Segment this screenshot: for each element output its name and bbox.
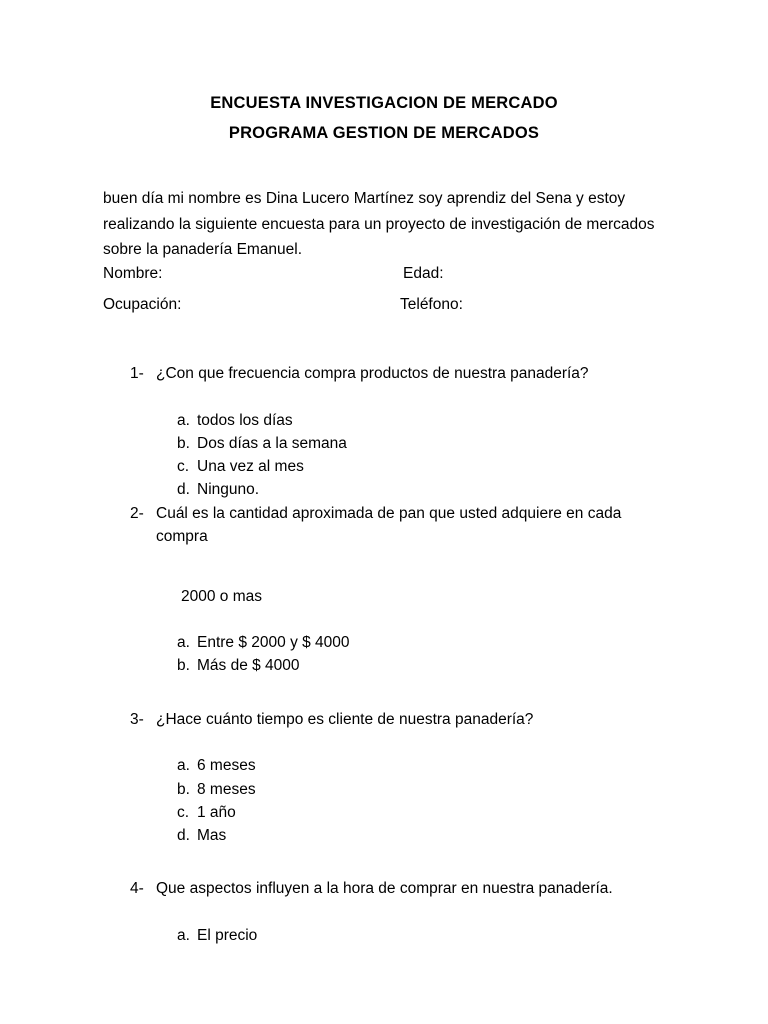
telefono-label: Teléfono: xyxy=(400,296,463,313)
question-block xyxy=(0,847,768,947)
option-item xyxy=(0,455,768,478)
option-text: El precio xyxy=(197,926,258,944)
option-item xyxy=(0,801,768,824)
page-subtitle: PROGRAMA GESTION DE MERCADOS xyxy=(228,124,540,142)
question-block xyxy=(0,678,768,848)
nombre-label: Nombre: xyxy=(103,265,163,282)
question-block xyxy=(0,502,768,678)
option-text: Dos días a la semana xyxy=(197,434,347,452)
option-item xyxy=(0,824,768,847)
option-text: Una vez al mes xyxy=(197,458,304,476)
question-line xyxy=(0,708,650,732)
question-line xyxy=(0,502,650,549)
question-number: 1- xyxy=(130,365,144,382)
option-text: todos los días xyxy=(197,411,293,429)
option-letter: a. xyxy=(177,634,190,652)
question-block xyxy=(0,362,768,502)
option-item xyxy=(0,478,768,501)
question-text: Que aspectos influyen a la hora de comprar en nuestra panadería. xyxy=(156,880,613,898)
option-letter: c. xyxy=(177,803,190,821)
question-line xyxy=(0,877,650,901)
option-item xyxy=(0,778,768,801)
edad-label: Edad: xyxy=(403,265,444,282)
option-item xyxy=(0,754,768,777)
question-number: 3- xyxy=(130,710,144,728)
question-text: ¿Con que frecuencia compra productos de nuestra panadería? xyxy=(156,365,589,382)
intro-paragraph: buen día mi nombre es Dina Lucero Martínez soy aprendiz del Sena y estoy realizando la siguiente encuesta para un proyecto de investigación de mercados sobre la panadería Emanuel. xyxy=(103,190,655,258)
option-text: Entre $ 2000 y $ 4000 xyxy=(197,634,350,652)
option-letter: b. xyxy=(177,780,190,798)
question-number: 4- xyxy=(130,880,144,898)
option-letter: a. xyxy=(177,411,190,429)
option-letter: b. xyxy=(177,434,190,452)
option-item xyxy=(0,654,768,677)
field-row-occupation-phone xyxy=(103,294,663,325)
option-text: Ninguno. xyxy=(197,481,260,499)
document-header xyxy=(0,88,768,148)
question-free-answer-line: 2000 o mas xyxy=(181,587,262,605)
option-item xyxy=(0,631,768,654)
question-text: Cuál es la cantidad aproximada de pan que usted adquiere en cada compra xyxy=(156,504,622,546)
ocupacion-label: Ocupación: xyxy=(103,296,182,313)
option-letter: c. xyxy=(177,458,190,476)
page-title: ENCUESTA INVESTIGACION DE MERCADO xyxy=(210,94,558,112)
respondent-fields xyxy=(103,263,663,325)
question-number: 2- xyxy=(130,504,144,522)
options-list xyxy=(0,754,768,847)
options-list xyxy=(0,924,768,947)
option-text: Más de $ 4000 xyxy=(197,657,300,675)
option-letter: d. xyxy=(177,481,190,499)
question-line xyxy=(0,362,650,386)
options-list xyxy=(0,631,768,678)
question-text: ¿Hace cuánto tiempo es cliente de nuestra panadería? xyxy=(156,710,534,728)
options-list xyxy=(0,409,768,502)
option-item xyxy=(0,432,768,455)
option-text: 6 meses xyxy=(197,757,256,775)
option-letter: d. xyxy=(177,827,190,845)
option-text: 8 meses xyxy=(197,780,256,798)
field-row-name-age xyxy=(103,263,663,294)
option-text: 1 año xyxy=(197,803,236,821)
option-letter: a. xyxy=(177,757,190,775)
questions-list xyxy=(0,362,768,947)
option-letter: a. xyxy=(177,926,190,944)
option-item xyxy=(0,924,768,947)
option-text: Mas xyxy=(197,827,227,845)
option-item xyxy=(0,409,768,432)
option-letter: b. xyxy=(177,657,190,675)
